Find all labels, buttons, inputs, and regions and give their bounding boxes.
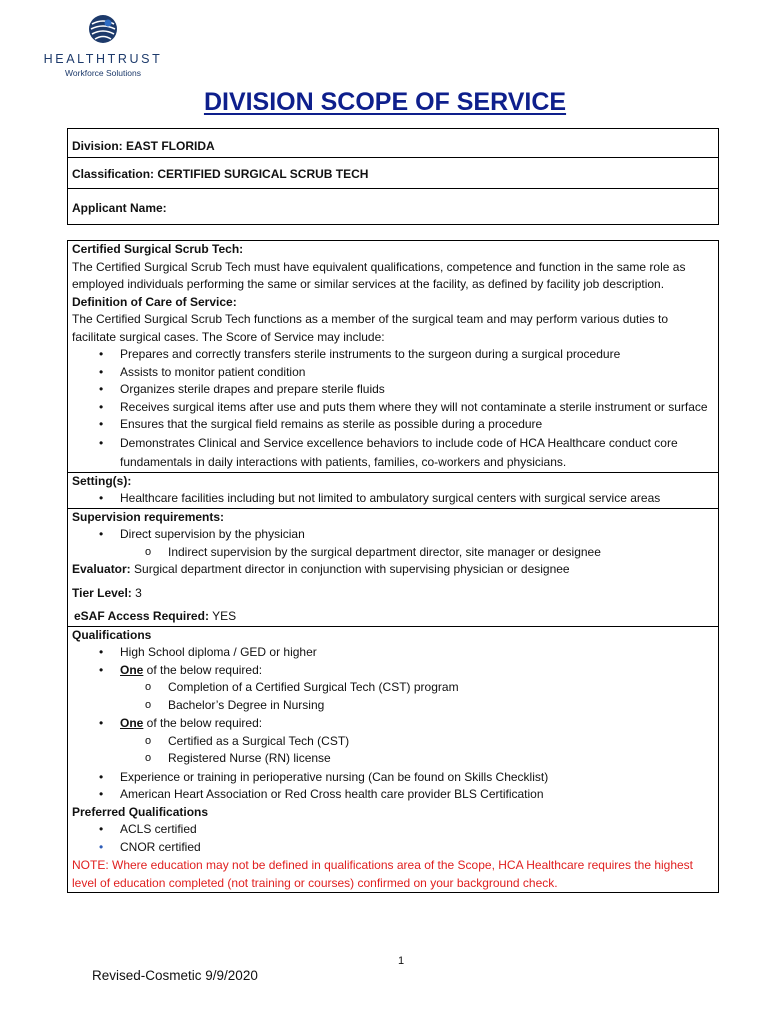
- list-item: • CNOR certified: [72, 839, 714, 857]
- role-section: [67, 240, 719, 473]
- qualifications-list-2: [72, 715, 714, 733]
- evaluator-value: Surgical department director in conjunction with supervising physician or designee: [134, 562, 570, 576]
- one-emphasis: One: [120, 662, 144, 677]
- list-item: • American Heart Association or Red Cross health care provider BLS Certification: [72, 786, 714, 804]
- evaluator-label: Evaluator:: [72, 562, 131, 576]
- supervision-sublist: [72, 544, 714, 562]
- list-item: • Assists to monitor patient condition: [72, 364, 714, 382]
- list-item: [72, 715, 714, 733]
- division-row: Division: EAST FLORIDA: [67, 128, 719, 158]
- preferred-list: [72, 821, 714, 856]
- logo-tagline: Workforce Solutions: [65, 68, 141, 78]
- list-item: • Ensures that the surgical field remains as sterile as possible during a procedure: [72, 416, 714, 434]
- page-title: DIVISION SCOPE OF SERVICE: [203, 88, 567, 116]
- tier-value: 3: [135, 585, 142, 600]
- logo-name: HEALTHTRUST: [43, 52, 163, 66]
- list-item: • Healthcare facilities including but not limited to ambulatory surgical centers with surgical service areas: [72, 490, 714, 508]
- settings-list: [72, 490, 714, 508]
- list-item: • Organizes sterile drapes and prepare sterile fluids: [72, 381, 714, 399]
- healthtrust-logo: [40, 14, 166, 78]
- care-duties-list: [72, 346, 714, 472]
- list-item: • Direct supervision by the physician: [72, 526, 714, 544]
- qualifications-list-3: [72, 769, 714, 804]
- tier-label: Tier Level:: [72, 585, 132, 600]
- list-item: o Indirect supervision by the surgical department director, site manager or designee: [72, 544, 714, 562]
- applicant-name-row: Applicant Name:: [67, 189, 719, 225]
- list-item: • Experience or training in perioperative nursing (Can be found on Skills Checklist): [72, 769, 714, 787]
- list-item: o Registered Nurse (RN) license: [72, 750, 714, 768]
- settings-heading: Setting(s):: [72, 473, 132, 488]
- role-heading: Certified Surgical Scrub Tech:: [72, 242, 244, 256]
- evaluator-line: [72, 561, 714, 579]
- scope-table: [67, 240, 719, 893]
- list-item: • ACLS certified: [72, 821, 714, 839]
- esaf-label: eSAF Access Required:: [74, 609, 209, 623]
- qualifications-list: [72, 644, 714, 679]
- list-item: • Receives surgical items after use and puts them where they will not contaminate a sterile instrument or surface: [72, 399, 714, 417]
- supervision-heading: Supervision requirements:: [72, 509, 225, 524]
- esaf-line: [72, 608, 714, 626]
- page-number: 1: [398, 955, 405, 967]
- qualifications-heading: Qualifications: [72, 627, 152, 642]
- qualifications-section: [67, 627, 719, 894]
- education-note: NOTE: Where education may not be defined in qualifications area of the Scope, HCA Healthcare requires the highest level of education completed (not training or courses) confirmed on your background check.: [72, 858, 694, 890]
- list-item: • Prepares and correctly transfers sterile instruments to the surgeon during a surgical procedure: [72, 346, 714, 364]
- care-text: The Certified Surgical Scrub Tech functions as a member of the surgical team and may perform various duties to facilitate surgical cases. The Score of Service may include:: [72, 312, 669, 344]
- one-rest: of the below required:: [143, 662, 263, 677]
- revision-note: Revised-Cosmetic 9/9/2020: [92, 968, 258, 983]
- list-item: • High School diploma / GED or higher: [72, 644, 714, 662]
- supervision-list: [72, 526, 714, 544]
- role-text: The Certified Surgical Scrub Tech must have equivalent qualifications, competence and function in the same role as employed individuals performing the same or similar services at the facility, as defined by facility job description.: [72, 259, 686, 291]
- esaf-value: YES: [212, 609, 237, 623]
- settings-section: [67, 473, 719, 509]
- qualifications-group1: [72, 679, 714, 714]
- supervision-section: [67, 509, 719, 627]
- list-item: o Completion of a Certified Surgical Tech (CST) program: [72, 679, 714, 697]
- qualifications-group2: [72, 733, 714, 768]
- globe-logo-icon: [88, 14, 118, 44]
- header-table: [67, 128, 719, 225]
- list-item: [72, 662, 714, 680]
- classification-row: Classification: CERTIFIED SURGICAL SCRUB TECH: [67, 158, 719, 189]
- care-heading: Definition of Care of Service:: [72, 294, 237, 309]
- tier-line: [72, 585, 714, 603]
- list-item: • Demonstrates Clinical and Service excellence behaviors to include code of HCA Healthcare conduct core fundamentals in daily interactions with patients, families, co-workers and physicians.: [72, 434, 714, 472]
- list-item: o Bachelor’s Degree in Nursing: [72, 697, 714, 715]
- one-rest: of the below required:: [143, 716, 263, 730]
- one-emphasis: One: [120, 716, 144, 730]
- preferred-heading: Preferred Qualifications: [72, 804, 209, 819]
- list-item: o Certified as a Surgical Tech (CST): [72, 733, 714, 751]
